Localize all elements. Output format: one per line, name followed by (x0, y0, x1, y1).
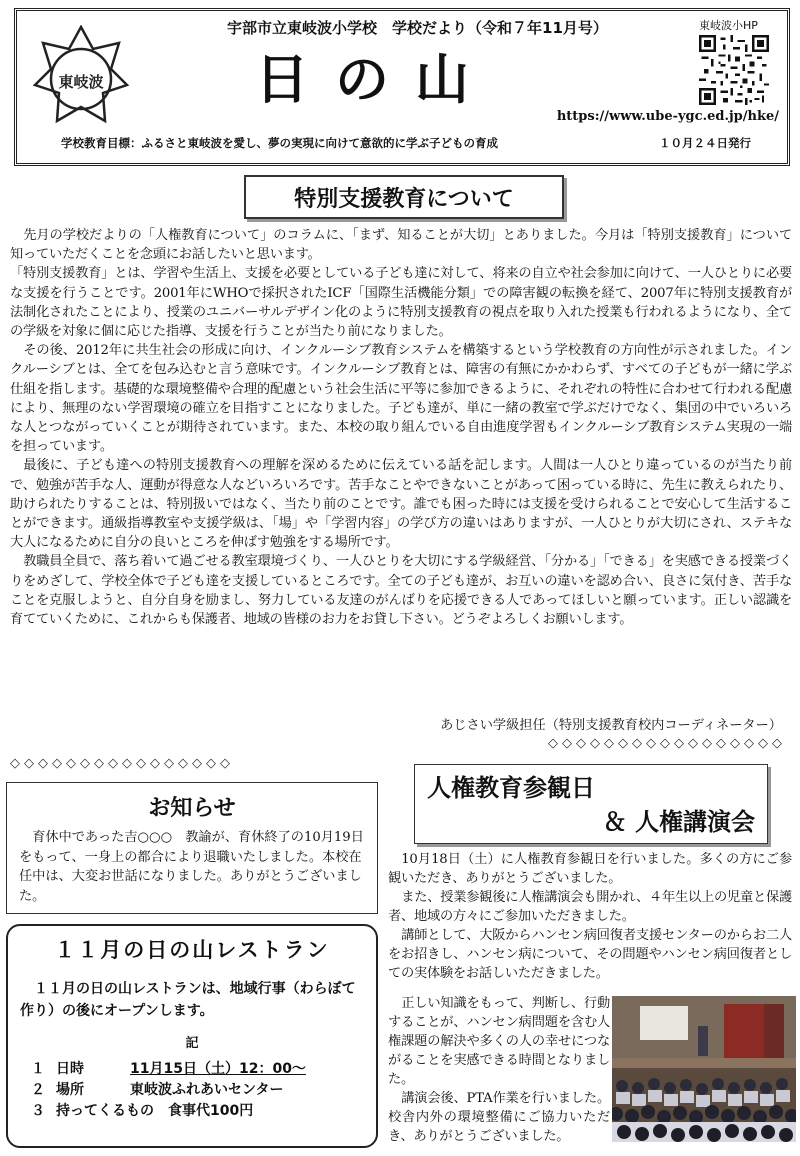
special-support-heading: 特別支援教育について (244, 175, 564, 219)
detail-row-bring (20, 1101, 364, 1122)
human-rights-article (388, 850, 792, 983)
detail-value: 東岐波ふれあいセンター (130, 1082, 284, 1098)
article-paragraph: 先月の学校だよりの「人権教育について」のコラムに、「まず、知ることが大切」とありました。今月は「特別支援教育」について知っていただくことを念頭にお話したいと思います。 (10, 228, 792, 263)
newsletter-title: 日の山 (255, 48, 495, 111)
notice-title: お知らせ (148, 796, 236, 821)
notice-body: 育休中であった吉○○○ 教諭が、育休終了の10月19日をもって、一身上の都合により退職いたしました。本校在任中は、大変お世話になりました。ありがとうございました。 (19, 830, 364, 904)
human-rights-heading (414, 764, 768, 844)
lecture-photo (612, 996, 796, 1142)
article-paragraph: その後、2012年に共生社会の形成に向け、インクルーシブ教育システムを構築するという学校教育の方向性が示されました。インクルーシブとは、全てを包み込むと言う意味です。インクルーシブ教育とは、障害の有無にかかわらず、すべての子どもが一緒に学ぶ仕組を指します。基礎的な環境整備や合理的配慮という社会生活に平等に参加できるように、それぞれの特性に合わせて行われる配慮により、無理のない学習環境の確立を目指すことになりました。子ども達が、単に一緒の教室で学ぶだけでなく、集団の中でいろいろな人とつながっていくことが期待されています。また、本校の取り組んでいる自由進度学習もインクルーシブ教育システム実現の一端を担っています。 (10, 343, 792, 455)
detail-number: ３ (31, 1103, 45, 1119)
notice-box (6, 782, 378, 914)
school-emblem-icon (33, 25, 129, 129)
detail-number: ２ (31, 1082, 45, 1098)
article-paragraph: 教職員全員で、落ち着いて過ごせる教室環境づくり、一人ひとりを大切にする学級経営、「分かる」「できる」を実感できる授業づくりをめざして、学校全体で子ども達を支援しているところです。全ての子ども達が、お互いの違いを認め合い、良さに気付き、苦手なことを克服しようと、自分自身を励まし、努力している友達のがんばりを応援できる人であってほしいと願っています。正しい認識を育てていくために、これからも保護者、地域の皆様のお力をお貸し下さい。どうぞよろしくお願いします。 (10, 554, 792, 628)
homepage-label: 東岐波小HP (699, 19, 758, 32)
human-rights-heading-line2: ＆ 人権講演会 (602, 808, 755, 836)
article-paragraph: また、授業参観後に人権講演会も開かれ、４年生以上の児童と保護者、地域の方々にご参加いただきました。 (388, 890, 792, 924)
issue-date: １０月２４日発行 (659, 136, 751, 150)
diamond-divider-right: ◇◇◇◇◇◇◇◇◇◇◇◇◇◇◇◇◇ (548, 736, 786, 751)
article-paragraph: 「特別支援教育」とは、学習や生活上、支援を必要としている子ども達に対して、将来の自立や社会参加に向けて、一人ひとりに必要な支援を行うことです。2001年にWHOで採択されたICF「国際生活機能分類」での障害観の転換を経て、2007年に特別支援教育が法制化されたことにより、授業のユニバーサルデザイン化のように特別支援教育の視点を取り入れた授業も行われるようになり、全ての学級を対象に個に応じた指導、支援を行うことが当たり前になりました。 (10, 266, 792, 340)
restaurant-ki-mark: 記 (185, 1036, 199, 1051)
detail-value: 11月15日（土）12：00～ (130, 1061, 306, 1077)
homepage-url[interactable]: https://www.ube-ygc.ed.jp/hke/ (556, 109, 779, 124)
detail-label: 持ってくるもの (56, 1103, 154, 1119)
detail-value: 食事代100円 (168, 1103, 254, 1119)
school-name-issue: 宇部市立東岐波小学校 学校だより（令和７年11月号） (227, 19, 608, 37)
newsletter-header (14, 8, 790, 166)
article-signature: あじさい学級担任（特別支援教育校内コーディネーター） (440, 718, 782, 733)
human-rights-article-continued (388, 994, 610, 1146)
human-rights-heading-line1: 人権教育参観日 (427, 774, 595, 802)
emblem-text: 東岐波 (58, 73, 104, 91)
detail-row-datetime (20, 1059, 364, 1080)
article-paragraph: 講師として、大阪からハンセン病回復者支援センターのからお二人をお招きし、ハンセン病について、その問題やハンセン病回復者としての実体験をお話しいただきました。 (388, 928, 792, 981)
article-paragraph: 10月18日（土）に人権教育参観日を行いました。多くの方にご参観いただき、ありがとうございました。 (388, 852, 792, 886)
article-paragraph: 正しい知識をもって、判断し、行動することが、ハンセン病問題を含む人権課題の解決や多くの人の幸せにつながることを実感できる時間となりました。 (388, 996, 610, 1087)
school-education-goal: 学校教育目標：ふるさと東岐波を愛し、夢の実現に向けて意欲的に学ぶ子どもの育成 (61, 136, 498, 150)
restaurant-intro: １１月の日の山レストランは、地域行事（わらぼて作り）の後にオープンします。 (20, 981, 356, 1019)
special-support-article (10, 226, 792, 629)
detail-label: 場所 (56, 1082, 84, 1098)
qr-code-icon[interactable] (699, 35, 769, 105)
detail-row-place (20, 1080, 364, 1101)
article-paragraph: 講演会後、PTA作業を行いました。校舎内外の環境整備にご協力いただき、ありがとうございました。 (388, 1091, 610, 1144)
article-paragraph: 最後に、子ども達への特別支援教育への理解を深めるために伝えている話を記します。人間は一人ひとり違っているのが当たり前で、勉強が苦手な人、運動が得意な人などいろいろです。苦手なことやできないことがあって困っている時に、先生に教えられたり、助けられたりすることは、特別扱いではなく、当たり前のことです。誰でも困った時には支援を受けられることで安心して生活することができます。通級指導教室や支援学級は、「場」や「学習内容」の学び方の違いはありますが、一人ひとりが大切にされ、ステキな大人になるために自分の良いところを伸ばす勉強をする場所です。 (10, 458, 792, 551)
restaurant-title: １１月の日の山レストラン (54, 938, 330, 962)
detail-number: １ (31, 1061, 45, 1077)
detail-label: 日時 (56, 1061, 84, 1077)
diamond-divider-left: ◇◇◇◇◇◇◇◇◇◇◇◇◇◇◇◇ (10, 756, 234, 771)
restaurant-box (6, 924, 378, 1148)
